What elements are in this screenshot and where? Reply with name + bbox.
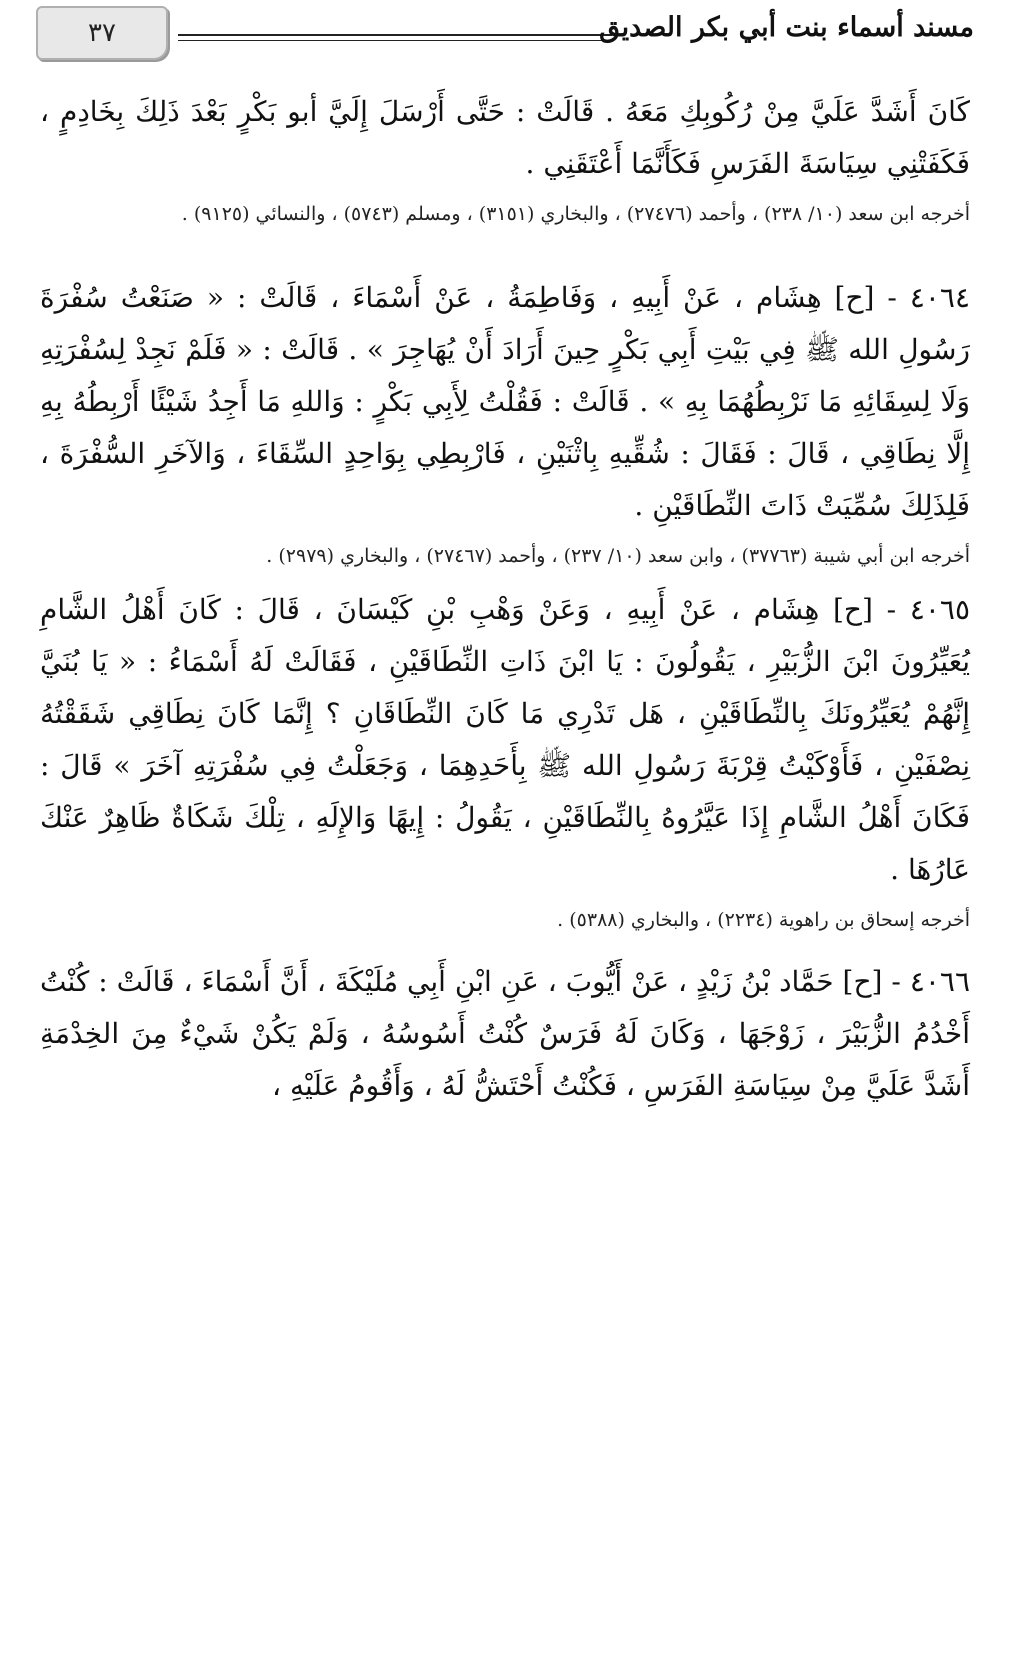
text-paragraph: كَانَ أَشَدَّ عَلَيَّ مِنْ رُكُوبِكِ مَعَهُ . قَالَتْ : حَتَّى أَرْسَلَ إِلَيَّ أبو بَكْرٍ بَعْدَ ذَلِكَ بِخَادِمٍ ، فَكَفَتْنِي سِيَاسَةَ الفَرَسِ فَكَأَنَّمَا أَعْتَقَنِي .	[40, 95, 970, 180]
spacer	[40, 232, 970, 272]
header-rule-secondary	[178, 40, 612, 41]
running-title: مسند أسماء بنت أبي بكر الصديق	[599, 12, 974, 43]
reference-note: أخرجه إسحاق بن راهوية (٢٢٣٤) ، والبخاري (٥٣٨٨) .	[557, 909, 970, 931]
page-header	[0, 0, 1010, 64]
reference-note: أخرجه ابن أبي شيبة (٣٧٧٦٣) ، وابن سعد (١٠/ ٢٣٧) ، وأحمد (٢٧٤٦٧) ، والبخاري (٢٩٧٩) .	[266, 545, 970, 567]
spacer	[40, 574, 970, 584]
page-number-tab	[36, 6, 168, 60]
reference-note: أخرجه ابن سعد (١٠/ ٢٣٨) ، وأحمد (٢٧٤٧٦) ، والبخاري (٣١٥١) ، ومسلم (٥٧٤٣) ، والنسائي (٩١٢٥) .	[181, 203, 970, 225]
hadith-paragraph: ٤٠٦٦ - [ح] حَمَّاد بْنُ زَيْدٍ ، عَنْ أَيُّوبَ ، عَنِ ابْنِ أَبِي مُلَيْكَةَ ، أَنَّ أَسْمَاءَ ، قَالَتْ : كُنْتُ أَخْدُمُ الزُّبَيْرَ ، زَوْجَهَا ، وَكَانَ لَهُ فَرَسٌ كُنْتُ أَسُوسُهُ ، وَلَمْ يَكُنْ شَيْءٌ مِنَ الخِدْمَةِ أَشَدَّ عَلَيَّ مِنْ سِيَاسَةِ الفَرَسِ ، فَكُنْتُ أَحْتَشُّ لَهُ ، وَأَقُومُ عَلَيْهِ ،	[40, 965, 970, 1102]
hadith-paragraph: ٤٠٦٥ - [ح] هِشَام ، عَنْ أَبِيهِ ، وَعَنْ وَهْبِ بْنِ كَيْسَانَ ، قَالَ : كَانَ أَهْلُ الشَّامِ يُعَيِّرُونَ ابْنَ الزُّبَيْرِ ، يَقُولُونَ : يَا ابْنَ ذَاتِ النِّطَاقَيْنِ ، فَقَالَتْ لَهُ أَسْمَاءُ : « يَا بُنَيَّ إِنَّهُمْ يُعَيِّرُونَكَ بِالنِّطَاقَيْنِ ، هَل تَدْرِي مَا كَانَ النِّطَاقَانِ ؟ إِنَّمَا كَانَ نِطَاقِي شَقَقْتُهُ نِصْفَيْنِ ، فَأَوْكَيْتُ قِرْبَةَ رَسُولِ الله ﷺ بِأَحَدِهِمَا ، وَجَعَلْتُ فِي سُفْرَتِهِ آخَرَ » قَالَ : فَكَانَ أَهْلُ الشَّامِ إِذَا عَيَّرُوهُ بِالنِّطَاقَيْنِ ، يَقُولُ : إِيهًا وَالإِلَهِ ، تِلْكَ شَكَاةٌ ظَاهِرٌ عَنْكَ عَارُهَا .	[40, 593, 970, 886]
header-rule	[178, 34, 612, 36]
spacer	[40, 938, 970, 956]
hadith-paragraph: ٤٠٦٤ - [ح] هِشَام ، عَنْ أَبِيهِ ، وَفَاطِمَةُ ، عَنْ أَسْمَاءَ ، قَالَتْ : « صَنَعْتُ سُفْرَةَ رَسُولِ الله ﷺ فِي بَيْتِ أَبِي بَكْرٍ حِينَ أَرَادَ أَنْ يُهَاجِرَ » . قَالَتْ : « فَلَمْ نَجِدْ لِسُفْرَتِهِ وَلَا لِسِقَائِهِ مَا نَرْبِطُهُمَا بِهِ » . قَالَتْ : فَقُلْتُ لِأَبِي بَكْرٍ : وَاللهِ مَا أَجِدُ شَيْئًا أَرْبِطُهُ بِهِ إِلَّا نِطَاقِي ، قَالَ : فَقَالَ : شُقِّيهِ بِاثْنَيْنِ ، فَارْبِطِي بِوَاحِدٍ السِّقَاءَ ، وَالآخَرِ السُّفْرَةَ ، فَلِذَلِكَ سُمِّيَتْ ذَاتَ النِّطَاقَيْنِ .	[40, 281, 970, 522]
page-content	[40, 86, 970, 1112]
page-number: ٣٧	[88, 18, 116, 48]
